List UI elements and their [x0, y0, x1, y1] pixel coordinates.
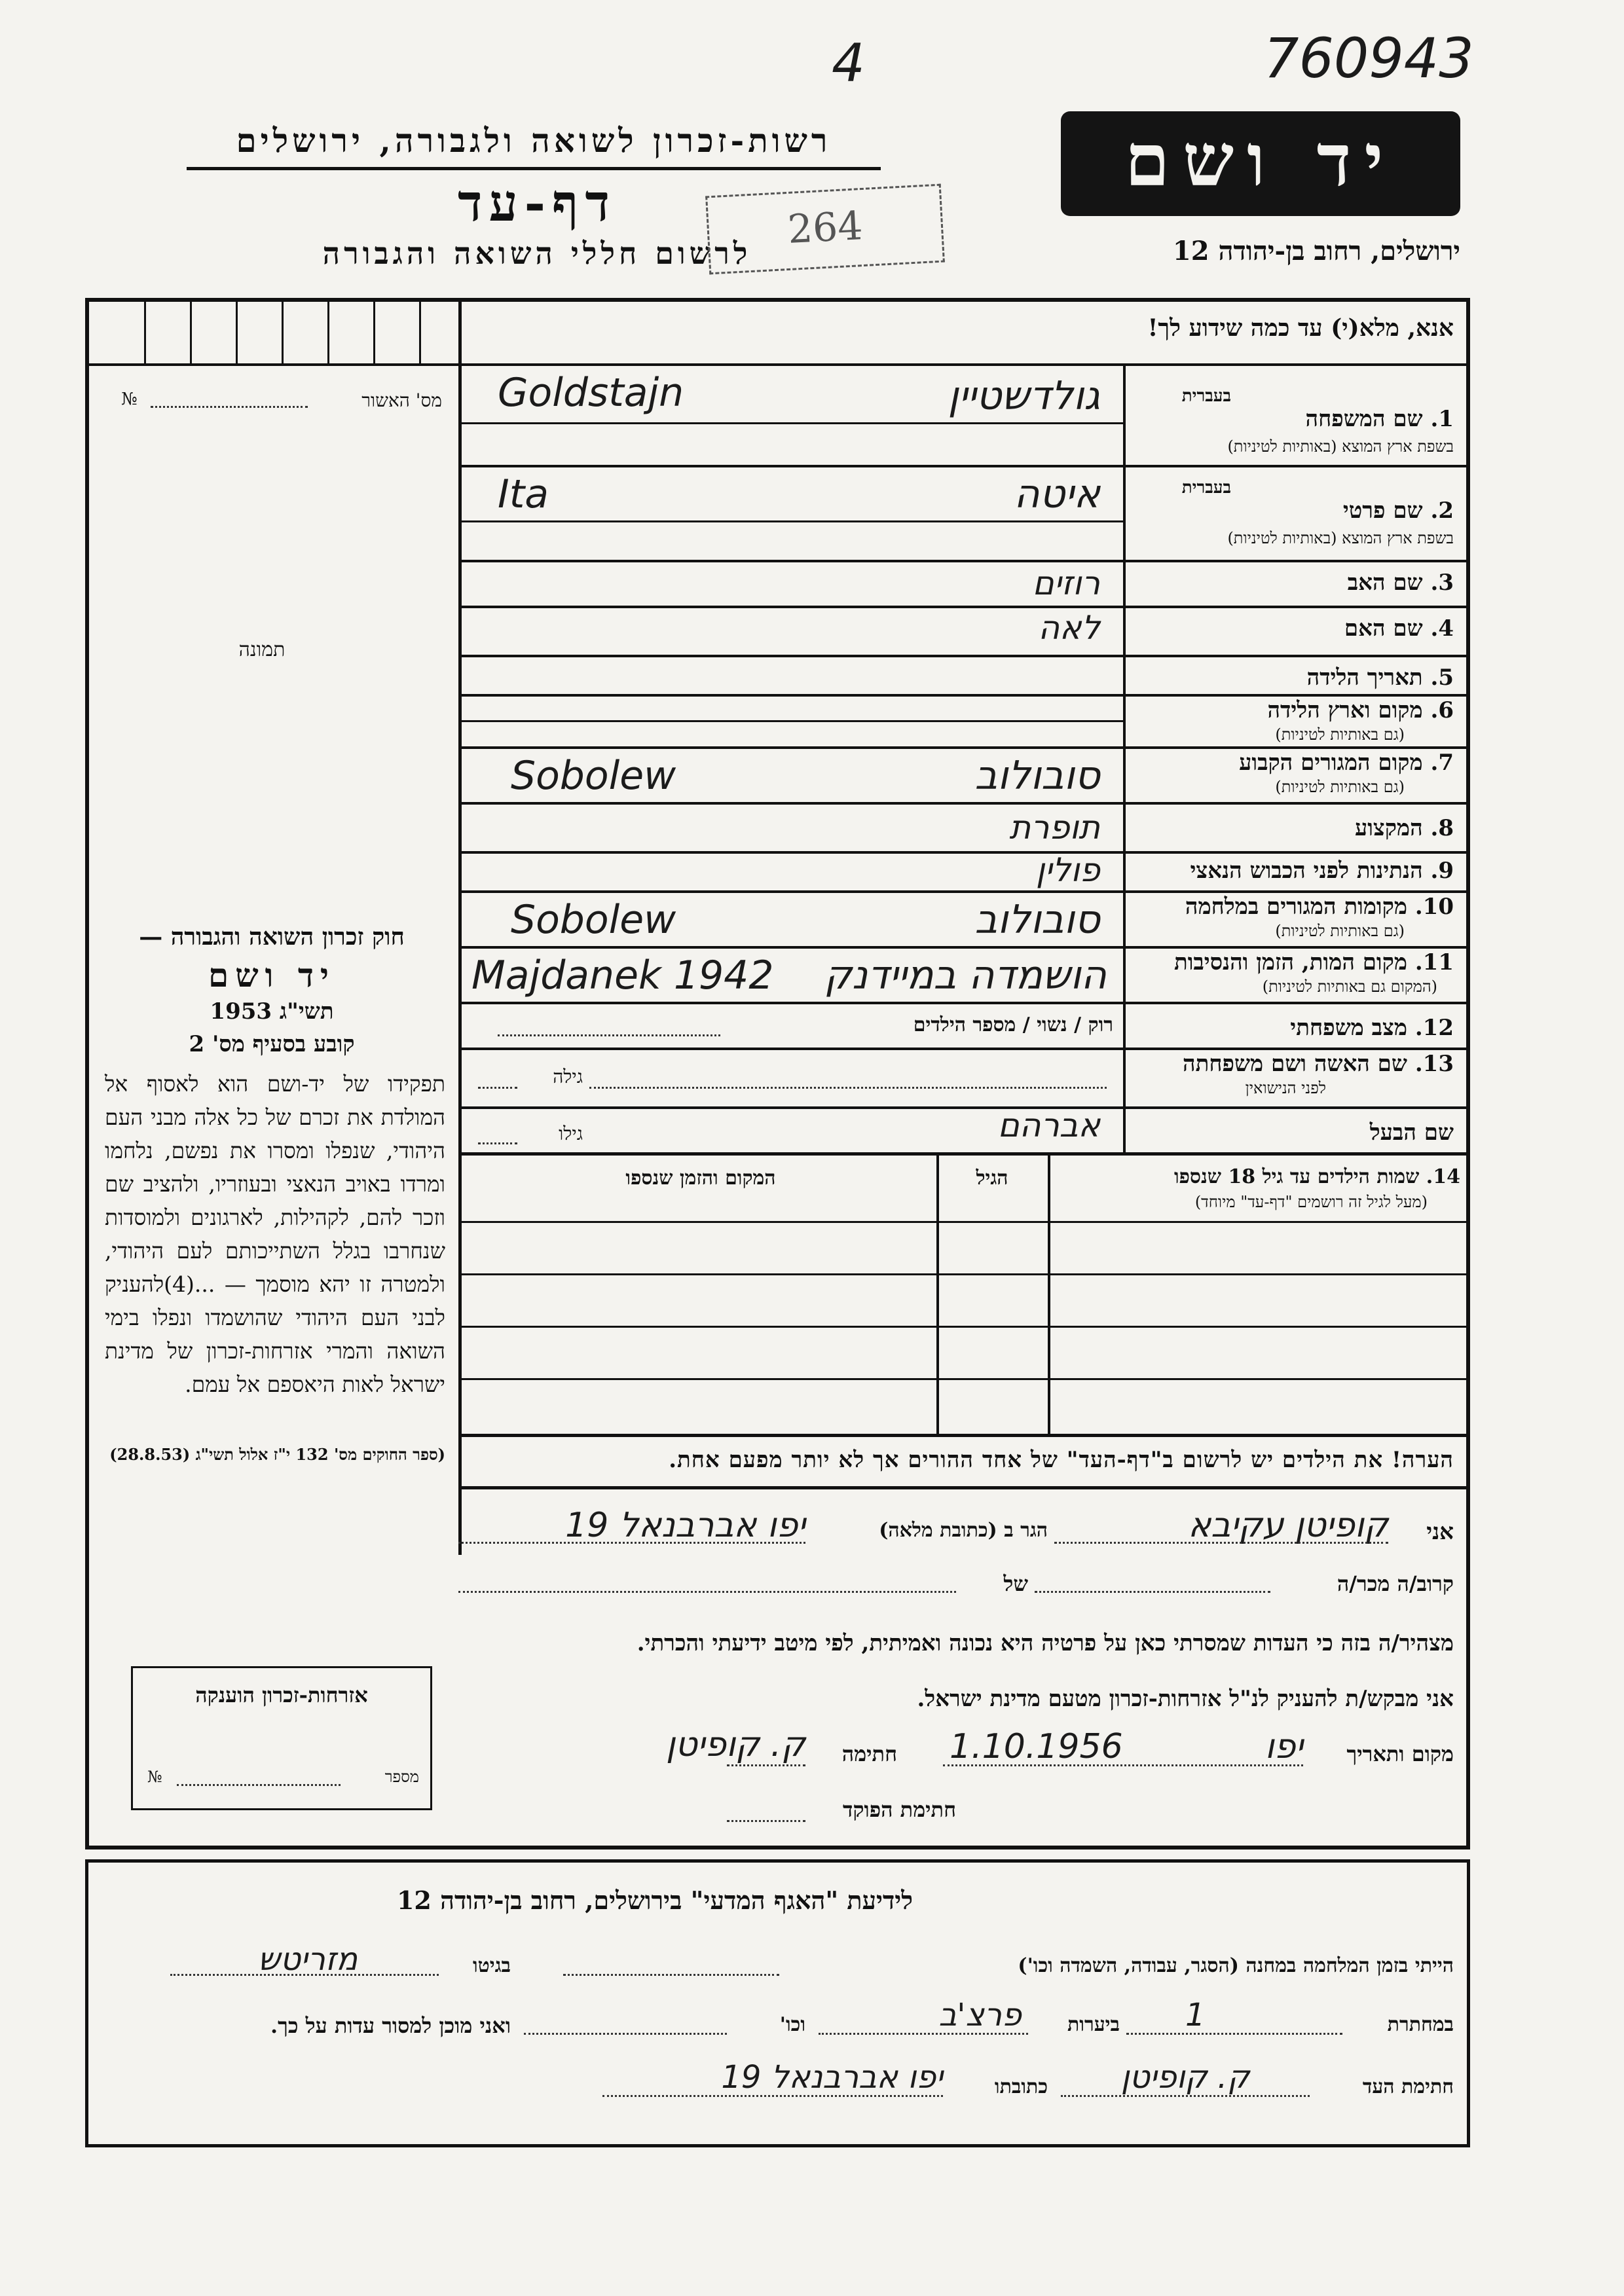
field-1-label: 1. שם המשפחה — [1305, 406, 1454, 432]
field-6-label: 6. מקום וארץ הלידה — [1267, 697, 1454, 723]
citizenship-title: אזרחות-זכרון הוענקה — [195, 1683, 368, 1707]
field-12-label: 12. מצב משפחתי — [1290, 1015, 1454, 1041]
husband-label: שם הבעל — [1369, 1120, 1454, 1146]
authority-line: רשות-זכרון לשואה ולגבורה, ירושלים — [236, 121, 832, 160]
field-7-latin: Sobolew — [511, 753, 676, 799]
footer-address-label: כתובתו — [994, 2075, 1048, 2098]
decl-signature-label: חתימה — [841, 1741, 897, 1766]
children-col-age: הגיל — [976, 1167, 1008, 1190]
photo-label: תמונה — [238, 638, 286, 661]
field-12-options: רוק / נשוי / מספר הילדים — [913, 1013, 1113, 1036]
form-subtitle: לרשום חללי השואה והגבורה — [322, 236, 752, 271]
stamp: 264 — [705, 184, 945, 275]
footer-hiding-label: במחתרת — [1387, 2013, 1454, 2036]
footer-line1: הייתי בזמן המלחמה במחנה (הסגר, עבודה, השמדה וכו') — [1018, 1954, 1454, 1977]
field-4-label: 4. שם האם — [1344, 615, 1454, 642]
field-2-label: 2. שם פרטי — [1342, 498, 1454, 524]
decl-clerk-label: חתימת הפוקד — [843, 1797, 956, 1822]
field-13-age-label: גילה — [553, 1066, 583, 1087]
footer-etc-label: וכו' — [779, 2013, 805, 2036]
law-clause: קובע בסעיף מס' 2 — [189, 1031, 355, 1057]
law-text: תפקידו של יד-ושם הוא לאסוף אל המולדת את זכרם של כל אלה מבני העם היהודי, שנפלו ומסרו את נפשם, נלחמו ומרדו באויב הנאצי ובעוזריו, ולהציב שם וזכר להם, לקהילות, לארגונים ולמוסדות שנחרבו בגלל השתייכותם לעם היהודי, ולמטרה זו יהא מוסמך — ...(4)להעניק לבני העם היהודי שהושמדו ונפלו בימי השואה והמרי אזרחות-זכרון של מדינת ישראל לאות היאספם אל עמם. — [105, 1071, 445, 1397]
page-mark: 4 — [832, 33, 865, 94]
decl-request: אני מבקש/ת להעניק לנ"ל אזרחות-זכרון מטעם מדינת ישראל. — [917, 1686, 1454, 1712]
children-col-names: 14. שמות הילדים עד גיל 18 שנספו — [1173, 1165, 1460, 1188]
field-11-sub: (המקום גם באותיות לטיניות) — [1262, 977, 1437, 996]
footer-forests-label: ביערות — [1067, 2013, 1120, 2036]
field-10-label: 10. מקומות המגורים במלחמה — [1185, 894, 1454, 920]
field-11-label: 11. מקום המות, הזמן והנסיבות — [1173, 949, 1454, 975]
decl-relative-label: קרוב/ה מכר/ה — [1337, 1571, 1454, 1596]
field-1-tag: בעברית — [1181, 386, 1231, 406]
footer-ready-label: ואני מוכן למסור עדות על כך. — [270, 2013, 511, 2038]
decl-i-label: אני — [1426, 1519, 1454, 1545]
field-2-tag: בעברית — [1181, 478, 1231, 498]
form-title: דף-עד — [458, 173, 616, 233]
field-5-label: 5. תאריך הלידה — [1306, 665, 1454, 691]
field-10-hebrew: סובולוב — [974, 897, 1100, 943]
citizenship-prefix: № — [147, 1768, 162, 1786]
field-2-hebrew: איטה — [1014, 471, 1100, 517]
footer-title: לידיעת "האגף המדעי" בירושלים, רחוב בן-יהודה 12 — [396, 1886, 913, 1915]
children-col-names-sub: (מעל לגיל זה רושמים "דף-עד" מיוחד) — [1194, 1193, 1428, 1211]
field-11-latin: Majdanek 1942 — [471, 953, 774, 998]
intro-line: אנא, מלא(י) עד כמה שידוע לך! — [1147, 314, 1454, 342]
husband-age-label: גילו — [559, 1123, 583, 1144]
footer-address-value: יפו אברבנאל 19 — [721, 2059, 943, 2096]
field-2-latin: Ita — [498, 471, 549, 517]
field-2-sub: בשפת ארץ המוצא (באותיות לטיניות) — [1227, 529, 1454, 547]
decl-place-value: יפו — [1264, 1727, 1303, 1766]
decl-date-value: 1.10.1956 — [950, 1727, 1123, 1766]
field-7-sub: (גם באותיות לטיניות) — [1275, 778, 1405, 796]
children-col-place: המקום והזמן שנספו — [625, 1167, 776, 1190]
decl-signature-value: ק. קופיטן — [665, 1725, 805, 1764]
decl-name-value: קופיטן עקיבא — [1188, 1506, 1388, 1545]
field-6-sub: (גם באותיות לטיניות) — [1275, 725, 1405, 744]
field-1-latin: Goldstajn — [498, 370, 684, 416]
corner-number: 760943 — [1264, 26, 1474, 90]
field-10-latin: Sobolew — [511, 897, 676, 943]
decl-resides-label: הגר ב (כתובת מלאה) — [879, 1519, 1048, 1542]
footer-ghetto-value: מזריטש — [257, 1941, 358, 1978]
footer-ghetto-label: בגיטו — [472, 1954, 511, 1977]
note: הערה! את הילדים יש לרשום ב"דף-העד" של אחד ההורים אך לא יותר מפעם אחת. — [669, 1447, 1454, 1473]
field-9-label: 9. הנתינות לפני הכבוש הנאצי — [1190, 858, 1454, 884]
decl-of-label: של — [1003, 1571, 1028, 1596]
footer-witness-value: ק. קופיטן — [1120, 2059, 1250, 2096]
law-source: (ספר החוקים מס' 132 י"ז אלול תשי"ג (28.8.53) — [109, 1445, 445, 1464]
field-1-sub: בשפת ארץ המוצא (באותיות לטיניות) — [1227, 437, 1454, 456]
field-10-sub: (גם באותיות לטיניות) — [1275, 922, 1405, 940]
field-3-label: 3. שם האב — [1347, 570, 1454, 596]
decl-place-date-label: מקום ותאריך — [1346, 1741, 1454, 1766]
law-name: יד ושם — [208, 956, 335, 994]
approval-label: מס' האשור — [361, 390, 442, 411]
field-7-hebrew: סובולוב — [974, 753, 1100, 799]
yad-vashem-logo: יד ושם — [1061, 111, 1460, 216]
field-8-value: תופרת — [1009, 809, 1100, 847]
field-9-value: פולין — [1035, 851, 1100, 889]
field-11-hebrew: הושמדה במיידנק — [824, 953, 1107, 998]
law-year: 1953 תשי"ג — [210, 998, 334, 1025]
field-13-sub: לפני הנישואין — [1245, 1079, 1326, 1097]
law-heading: חוק זכרון השואה והגבורה — — [139, 923, 405, 951]
decl-statement: מצהיר/ה בזה כי העדות שמסרתי כאן על פרטיה היא נכונה ואמיתית, לפי מיטב ידיעתי והכרתי. — [637, 1630, 1454, 1656]
field-3-value: רוזים — [1032, 564, 1100, 602]
decl-address-value: יפו אברבנאל 19 — [565, 1506, 805, 1545]
field-4-value: לאה — [1038, 609, 1100, 647]
field-1-hebrew: גולדשטיין — [948, 373, 1100, 419]
field-8-label: 8. המקצוע — [1354, 815, 1454, 841]
approval-prefix: № — [121, 390, 138, 409]
footer-forests-value: פרצ'ב — [938, 1997, 1022, 2033]
field-13-label: 13. שם האשה ושם משפחתה — [1183, 1051, 1454, 1077]
address: ירושלים, רחוב בן-יהודה 12 — [1172, 236, 1460, 266]
field-7-label: 7. מקום המגורים הקבוע — [1239, 750, 1454, 776]
husband-value: אברהם — [997, 1106, 1100, 1144]
citizenship-number-label: מספר — [384, 1768, 419, 1786]
footer-witness-label: חתימת העד — [1362, 2075, 1454, 2098]
footer-hiding-value: 1 — [1185, 1997, 1206, 2033]
